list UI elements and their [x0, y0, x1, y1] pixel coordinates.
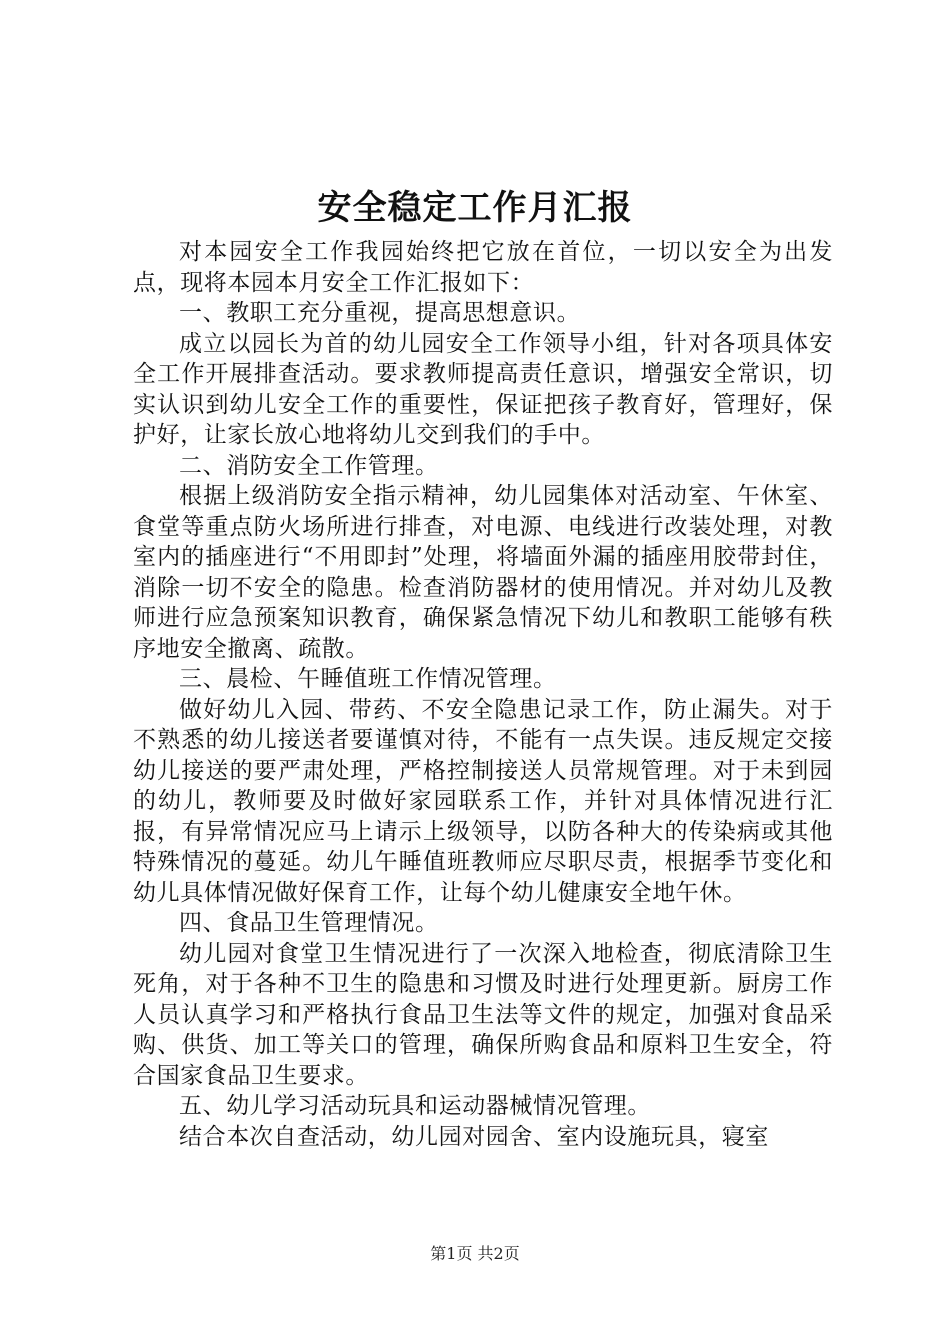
- document-body: [133, 237, 833, 1152]
- section-heading-1: 一、教职工充分重视，提高思想意识。: [179, 300, 581, 326]
- section-heading-3: 三、晨检、午睡值班工作情况管理。: [179, 666, 557, 692]
- section-paragraph-5: 结合本次自查活动，幼儿园对园舍、室内设施玩具，寝室: [179, 1123, 769, 1150]
- document-title: 安全稳定工作月汇报: [317, 188, 633, 228]
- section-paragraph-1: 成立以园长为首的幼儿园安全工作领导小组，针对各项具体安全工作开展排查活动。要求教师提高责任意识，增强安全常识，切实认识到幼儿安全工作的重要性，保证把孩子教育好，管理好，保护好，让家长放心地将幼儿交到我们的手中。: [133, 330, 833, 448]
- page-indicator: 第1页 共2页: [430, 1244, 520, 1263]
- section-paragraph-4: 幼儿园对食堂卫生情况进行了一次深入地检查，彻底清除卫生死角，对于各种不卫生的隐患和习惯及时进行处理更新。厨房工作人员认真学习和严格执行食品卫生法等文件的规定，加强对食品采购、供货、加工等关口的管理，确保所购食品和原料卫生安全，符合国家食品卫生要求。: [133, 940, 833, 1089]
- section-paragraph-2: 根据上级消防安全指示精神，幼儿园集体对活动室、午休室、食堂等重点防火场所进行排查，对电源、电线进行改装处理，对教室内的插座进行“不用即封”处理，将墙面外漏的插座用胶带封住，消除一切不安全的隐患。检查消防器材的使用情况。并对幼儿及教师进行应急预案知识教育，确保紧急情况下幼儿和教职工能够有秩序地安全撤离、疏散。: [133, 483, 833, 662]
- section-heading-5: 五、幼儿学习活动玩具和运动器械情况管理。: [179, 1093, 651, 1119]
- section-paragraph-3: 做好幼儿入园、带药、不安全隐患记录工作，防止漏失。对于不熟悉的幼儿接送者要谨慎对待，不能有一点失误。违反规定交接幼儿接送的要严肃处理，严格控制接送人员常规管理。对于未到园的幼儿，教师要及时做好家园联系工作，并针对具体情况进行汇报，有异常情况应马上请示上级领导，以防各种大的传染病或其他特殊情况的蔓延。幼儿午睡值班教师应尽职尽责，根据季节变化和幼儿具体情况做好保育工作，让每个幼儿健康安全地午休。: [133, 696, 833, 906]
- section-heading-4: 四、食品卫生管理情况。: [179, 910, 439, 936]
- intro-paragraph: 对本园安全工作我园始终把它放在首位，一切以安全为出发点，现将本园本月安全工作汇报如下：: [133, 239, 833, 296]
- section-heading-2: 二、消防安全工作管理。: [179, 452, 439, 479]
